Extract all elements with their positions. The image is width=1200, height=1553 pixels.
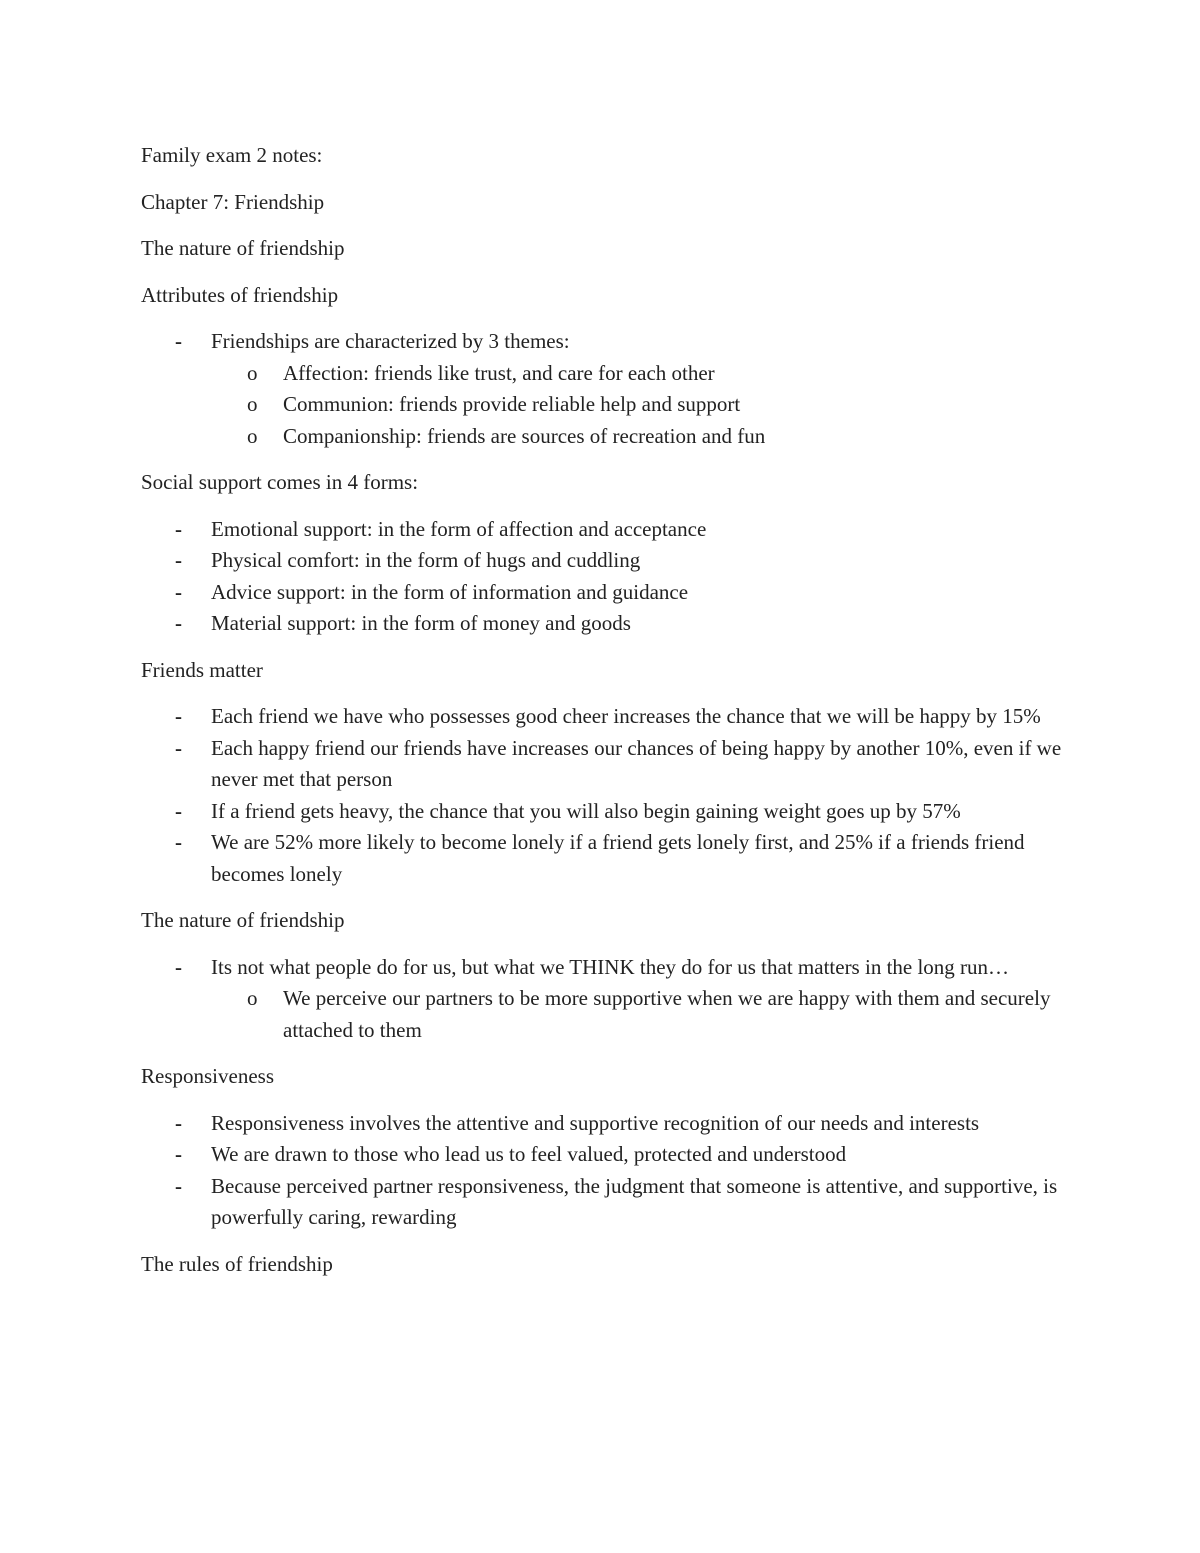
bullet-list — [141, 952, 1081, 1047]
list-item-text: We are 52% more likely to become lonely if a friend gets lonely first, and 25% if a friends friend becomes lonely — [211, 830, 1025, 886]
sub-list-item-text: Affection: friends like trust, and care for each other — [283, 360, 715, 385]
list-item — [141, 827, 1081, 890]
list-item — [141, 326, 1081, 452]
list-item — [141, 608, 1081, 640]
bullet-dash-icon: - — [175, 798, 182, 823]
heading-line: Responsiveness — [141, 1064, 274, 1088]
heading-line: Chapter 7: Friendship — [141, 189, 325, 214]
bullet-dash-icon: - — [175, 830, 182, 854]
list-item-text: Physical comfort: in the form of hugs and cuddling — [211, 548, 641, 572]
sub-list-item-text: We perceive our partners to be more supportive when we are happy with them and securely attached to them — [283, 986, 1051, 1042]
list-item-text: Its not what people do for us, but what we THINK they do for us that matters in the long run… — [211, 954, 1010, 979]
heading-line: Family exam 2 notes: — [141, 143, 323, 167]
sub-list-item-text: Companionship: friends are sources of recreation and fun — [283, 423, 766, 448]
bullet-dash-icon: - — [175, 704, 182, 728]
list-item — [141, 577, 1081, 609]
list-item-text: Advice support: in the form of information and guidance — [211, 579, 689, 604]
sub-list-item-text: Communion: friends provide reliable help and support — [283, 392, 741, 416]
bullet-dash-icon: - — [175, 735, 182, 760]
list-item — [141, 701, 1081, 733]
sub-bullet-circle-icon: o — [247, 423, 258, 448]
list-item-text: Each friend we have who possesses good cheer increases the chance that we will be happy by 15% — [211, 704, 1041, 728]
list-item — [141, 1108, 1081, 1140]
heading-line: The nature of friendship — [141, 908, 345, 932]
sub-list-item — [211, 389, 1081, 421]
bullet-dash-icon: - — [175, 1142, 182, 1166]
bullet-dash-icon: - — [175, 611, 182, 635]
document-page — [141, 140, 1081, 1295]
list-item-text: Responsiveness involves the attentive and supportive recognition of our needs and interests — [211, 1110, 980, 1135]
sub-bullet-circle-icon: o — [247, 392, 258, 416]
bullet-list — [141, 514, 1081, 640]
heading-line: Social support comes in 4 forms: — [141, 470, 419, 494]
list-item-text: Material support: in the form of money and goods — [211, 611, 631, 635]
list-item — [141, 545, 1081, 577]
bullet-list — [141, 701, 1081, 890]
list-item-text: Friendships are characterized by 3 themes: — [211, 329, 570, 353]
bullet-list — [141, 326, 1081, 452]
bullet-dash-icon: - — [175, 1173, 182, 1198]
bullet-list — [141, 1108, 1081, 1234]
heading-line: The rules of friendship — [141, 1251, 333, 1276]
list-item — [141, 952, 1081, 1047]
sub-bullet-list — [211, 358, 1081, 453]
list-item-text: If a friend gets heavy, the chance that you will also begin gaining weight goes up by 57% — [211, 798, 961, 823]
bullet-dash-icon: - — [175, 579, 182, 604]
sub-list-item — [211, 983, 1081, 1046]
list-item — [141, 514, 1081, 546]
list-item — [141, 1171, 1081, 1234]
heading-line: Friends matter — [141, 657, 263, 682]
bullet-dash-icon: - — [175, 954, 182, 979]
list-item-text: We are drawn to those who lead us to feel valued, protected and understood — [211, 1142, 847, 1166]
list-item — [141, 796, 1081, 828]
sub-list-item — [211, 358, 1081, 390]
list-item-text: Because perceived partner responsiveness, the judgment that someone is attentive, and supportive, is powerfully caring, rewarding — [211, 1173, 1058, 1229]
list-item-text: Each happy friend our friends have increases our chances of being happy by another 10%, even if we never met that person — [211, 735, 1062, 791]
heading-line: The nature of friendship — [141, 236, 345, 260]
bullet-dash-icon: - — [175, 516, 182, 541]
list-item-text: Emotional support: in the form of affection and acceptance — [211, 516, 707, 541]
bullet-dash-icon: - — [175, 548, 182, 572]
sub-bullet-list — [211, 983, 1081, 1046]
sub-bullet-circle-icon: o — [247, 986, 258, 1010]
list-item — [141, 733, 1081, 796]
list-item — [141, 1139, 1081, 1171]
sub-bullet-circle-icon: o — [247, 360, 258, 385]
bullet-dash-icon: - — [175, 329, 182, 353]
heading-line: Attributes of friendship — [141, 282, 339, 307]
sub-list-item — [211, 421, 1081, 453]
bullet-dash-icon: - — [175, 1110, 182, 1135]
